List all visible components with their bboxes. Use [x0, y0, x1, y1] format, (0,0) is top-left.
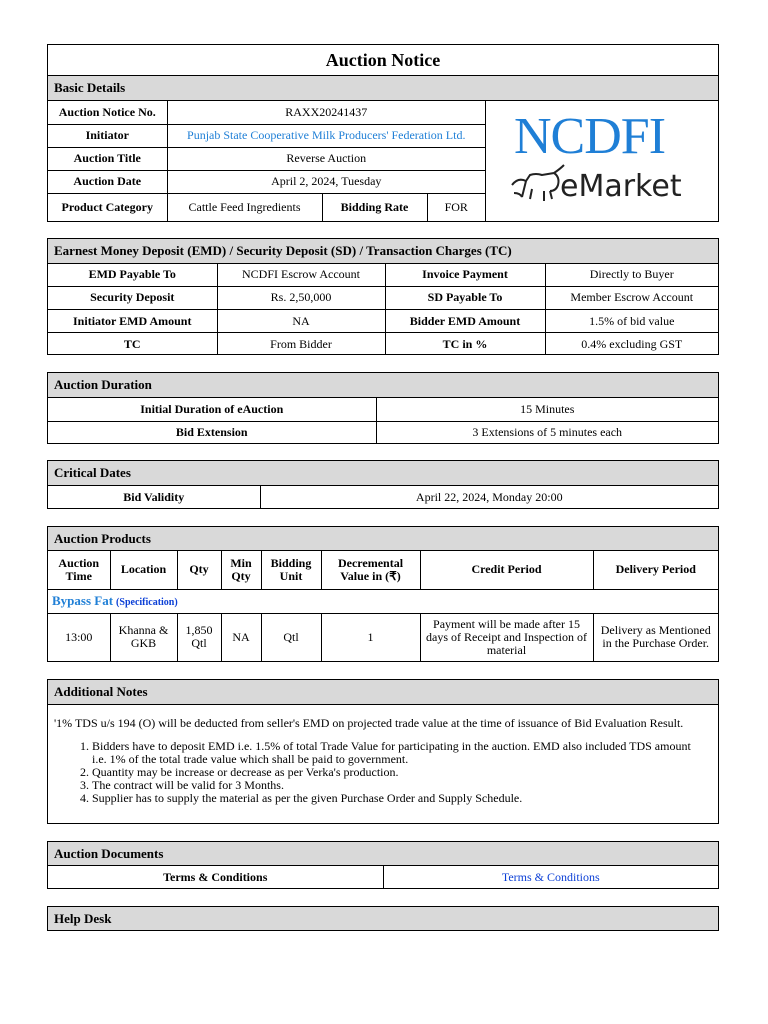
tc-percent-value: 0.4% excluding GST	[545, 333, 718, 355]
bidder-emd-label: Bidder EMD Amount	[385, 309, 545, 332]
help-desk-section	[47, 906, 719, 931]
help-desk-header: Help Desk	[48, 907, 718, 930]
documents-table	[48, 866, 718, 888]
initiator-emd-value: NA	[217, 309, 385, 332]
title-box	[47, 44, 719, 76]
list-item: 4. Supplier has to supply the material as per the given Purchase Order and Supply Schedule.	[92, 792, 712, 805]
tc-value: From Bidder	[217, 333, 385, 355]
emd-payable-label: EMD Payable To	[48, 264, 217, 286]
auction-title-value: Reverse Auction	[167, 147, 485, 170]
product-name[interactable]: Bypass Fat	[52, 592, 114, 608]
logo-emarket-text: eMarket	[560, 169, 682, 204]
emd-row	[48, 309, 718, 332]
notice-no-label: Auction Notice No.	[48, 101, 167, 124]
row-credit-period: Payment will be made after 15 days of Receipt and Inspection of material	[420, 613, 593, 661]
critical-dates-table	[48, 486, 718, 509]
notes-list	[54, 740, 712, 805]
critical-dates-header: Critical Dates	[48, 461, 718, 486]
basic-details-header: Basic Details	[48, 76, 718, 101]
documents-header: Auction Documents	[48, 842, 718, 866]
invoice-payment-value: Directly to Buyer	[545, 264, 718, 286]
products-table	[48, 551, 718, 661]
documents-section	[47, 841, 719, 889]
notice-no-value: RAXX20241437	[167, 101, 485, 124]
col-delivery-period: Delivery Period	[593, 551, 718, 589]
bid-validity-label: Bid Validity	[48, 486, 260, 509]
notes-body	[48, 705, 718, 805]
row-auction-time: 13:00	[48, 613, 110, 661]
category-label: Product Category	[48, 193, 167, 221]
terms-link[interactable]: Terms & Conditions	[501, 869, 600, 884]
category-value: Cattle Feed Ingredients	[167, 193, 322, 221]
col-decremental-value: Decremental Value in (₹)	[321, 551, 420, 589]
duration-table	[48, 398, 718, 444]
tc-percent-label: TC in %	[385, 333, 545, 355]
list-item: 3. The contract will be valid for 3 Months.	[92, 779, 712, 792]
row-delivery-period: Delivery as Mentioned in the Purchase Order.	[593, 613, 718, 661]
initiator-label: Initiator	[48, 124, 167, 147]
terms-label: Terms & Conditions	[48, 866, 383, 888]
col-credit-period: Credit Period	[420, 551, 593, 589]
bid-validity-value: April 22, 2024, Monday 20:00	[260, 486, 718, 509]
tc-label: TC	[48, 333, 217, 355]
list-item: 2. Quantity may be increase or decrease as per Verka's production.	[92, 766, 712, 779]
bidder-emd-value: 1.5% of bid value	[545, 309, 718, 332]
initial-duration-value: 15 Minutes	[376, 398, 718, 421]
initiator-value: Punjab State Cooperative Milk Producers' Federation Ltd.	[167, 124, 485, 147]
cow-icon	[510, 163, 566, 203]
emd-payable-value: NCDFI Escrow Account	[217, 264, 385, 286]
emd-row	[48, 264, 718, 286]
initiator-emd-label: Initiator EMD Amount	[48, 309, 217, 332]
sd-payable-label: SD Payable To	[385, 286, 545, 309]
products-section	[47, 526, 719, 662]
security-deposit-value: Rs. 2,50,000	[217, 286, 385, 309]
product-name-spacer	[593, 589, 718, 613]
duration-section	[47, 372, 719, 444]
invoice-payment-label: Invoice Payment	[385, 264, 545, 286]
row-qty: 1,850 Qtl	[177, 613, 221, 661]
row-min-qty: NA	[221, 613, 261, 661]
bidding-rate-label: Bidding Rate	[322, 193, 427, 221]
emd-table	[48, 264, 718, 355]
auction-title-label: Auction Title	[48, 147, 167, 170]
notes-intro: '1% TDS u/s 194 (O) will be deducted from seller's EMD on projected trade value at the time of issuance of Bid Evaluation Result.	[54, 716, 684, 730]
security-deposit-label: Security Deposit	[48, 286, 217, 309]
emd-row	[48, 286, 718, 309]
list-item: 1. Bidders have to deposit EMD i.e. 1.5% of total Trade Value for participating in the auction. EMD also included TDS amount i.e. 1% of the total trade value which shall be paid to government.	[92, 740, 712, 766]
sd-payable-value: Member Escrow Account	[545, 286, 718, 309]
notes-header: Additional Notes	[48, 680, 718, 705]
row-bidding-unit: Qtl	[261, 613, 321, 661]
products-header-row	[48, 551, 718, 589]
row-decremental-value: 1	[321, 613, 420, 661]
emd-row	[48, 333, 718, 355]
emd-section	[47, 238, 719, 355]
auction-date-value: April 2, 2024, Tuesday	[167, 170, 485, 193]
products-header: Auction Products	[48, 527, 718, 551]
logo-ncdfi-text: NCDFI	[514, 108, 666, 165]
initial-duration-label: Initial Duration of eAuction	[48, 398, 376, 421]
notes-section	[47, 679, 719, 824]
row-location: Khanna & GKB	[110, 613, 177, 661]
col-auction-time: Auction Time	[48, 551, 110, 589]
product-name-cell	[48, 589, 593, 613]
specification-link[interactable]: (Specification)	[116, 596, 178, 608]
table-row	[48, 613, 718, 661]
bid-extension-value: 3 Extensions of 5 minutes each	[376, 421, 718, 444]
emd-header: Earnest Money Deposit (EMD) / Security Deposit (SD) / Transaction Charges (TC)	[48, 239, 718, 264]
duration-header: Auction Duration	[48, 373, 718, 398]
basic-details-table	[48, 101, 485, 221]
page-title: Auction Notice	[325, 50, 441, 70]
col-min-qty: Min Qty	[221, 551, 261, 589]
col-qty: Qty	[177, 551, 221, 589]
bid-extension-label: Bid Extension	[48, 421, 376, 444]
col-location: Location	[110, 551, 177, 589]
bidding-rate-value: FOR	[427, 193, 485, 221]
basic-details-section	[47, 75, 719, 222]
auction-date-label: Auction Date	[48, 170, 167, 193]
critical-dates-section	[47, 460, 719, 509]
col-bidding-unit: Bidding Unit	[261, 551, 321, 589]
ncdfi-logo	[485, 101, 718, 221]
